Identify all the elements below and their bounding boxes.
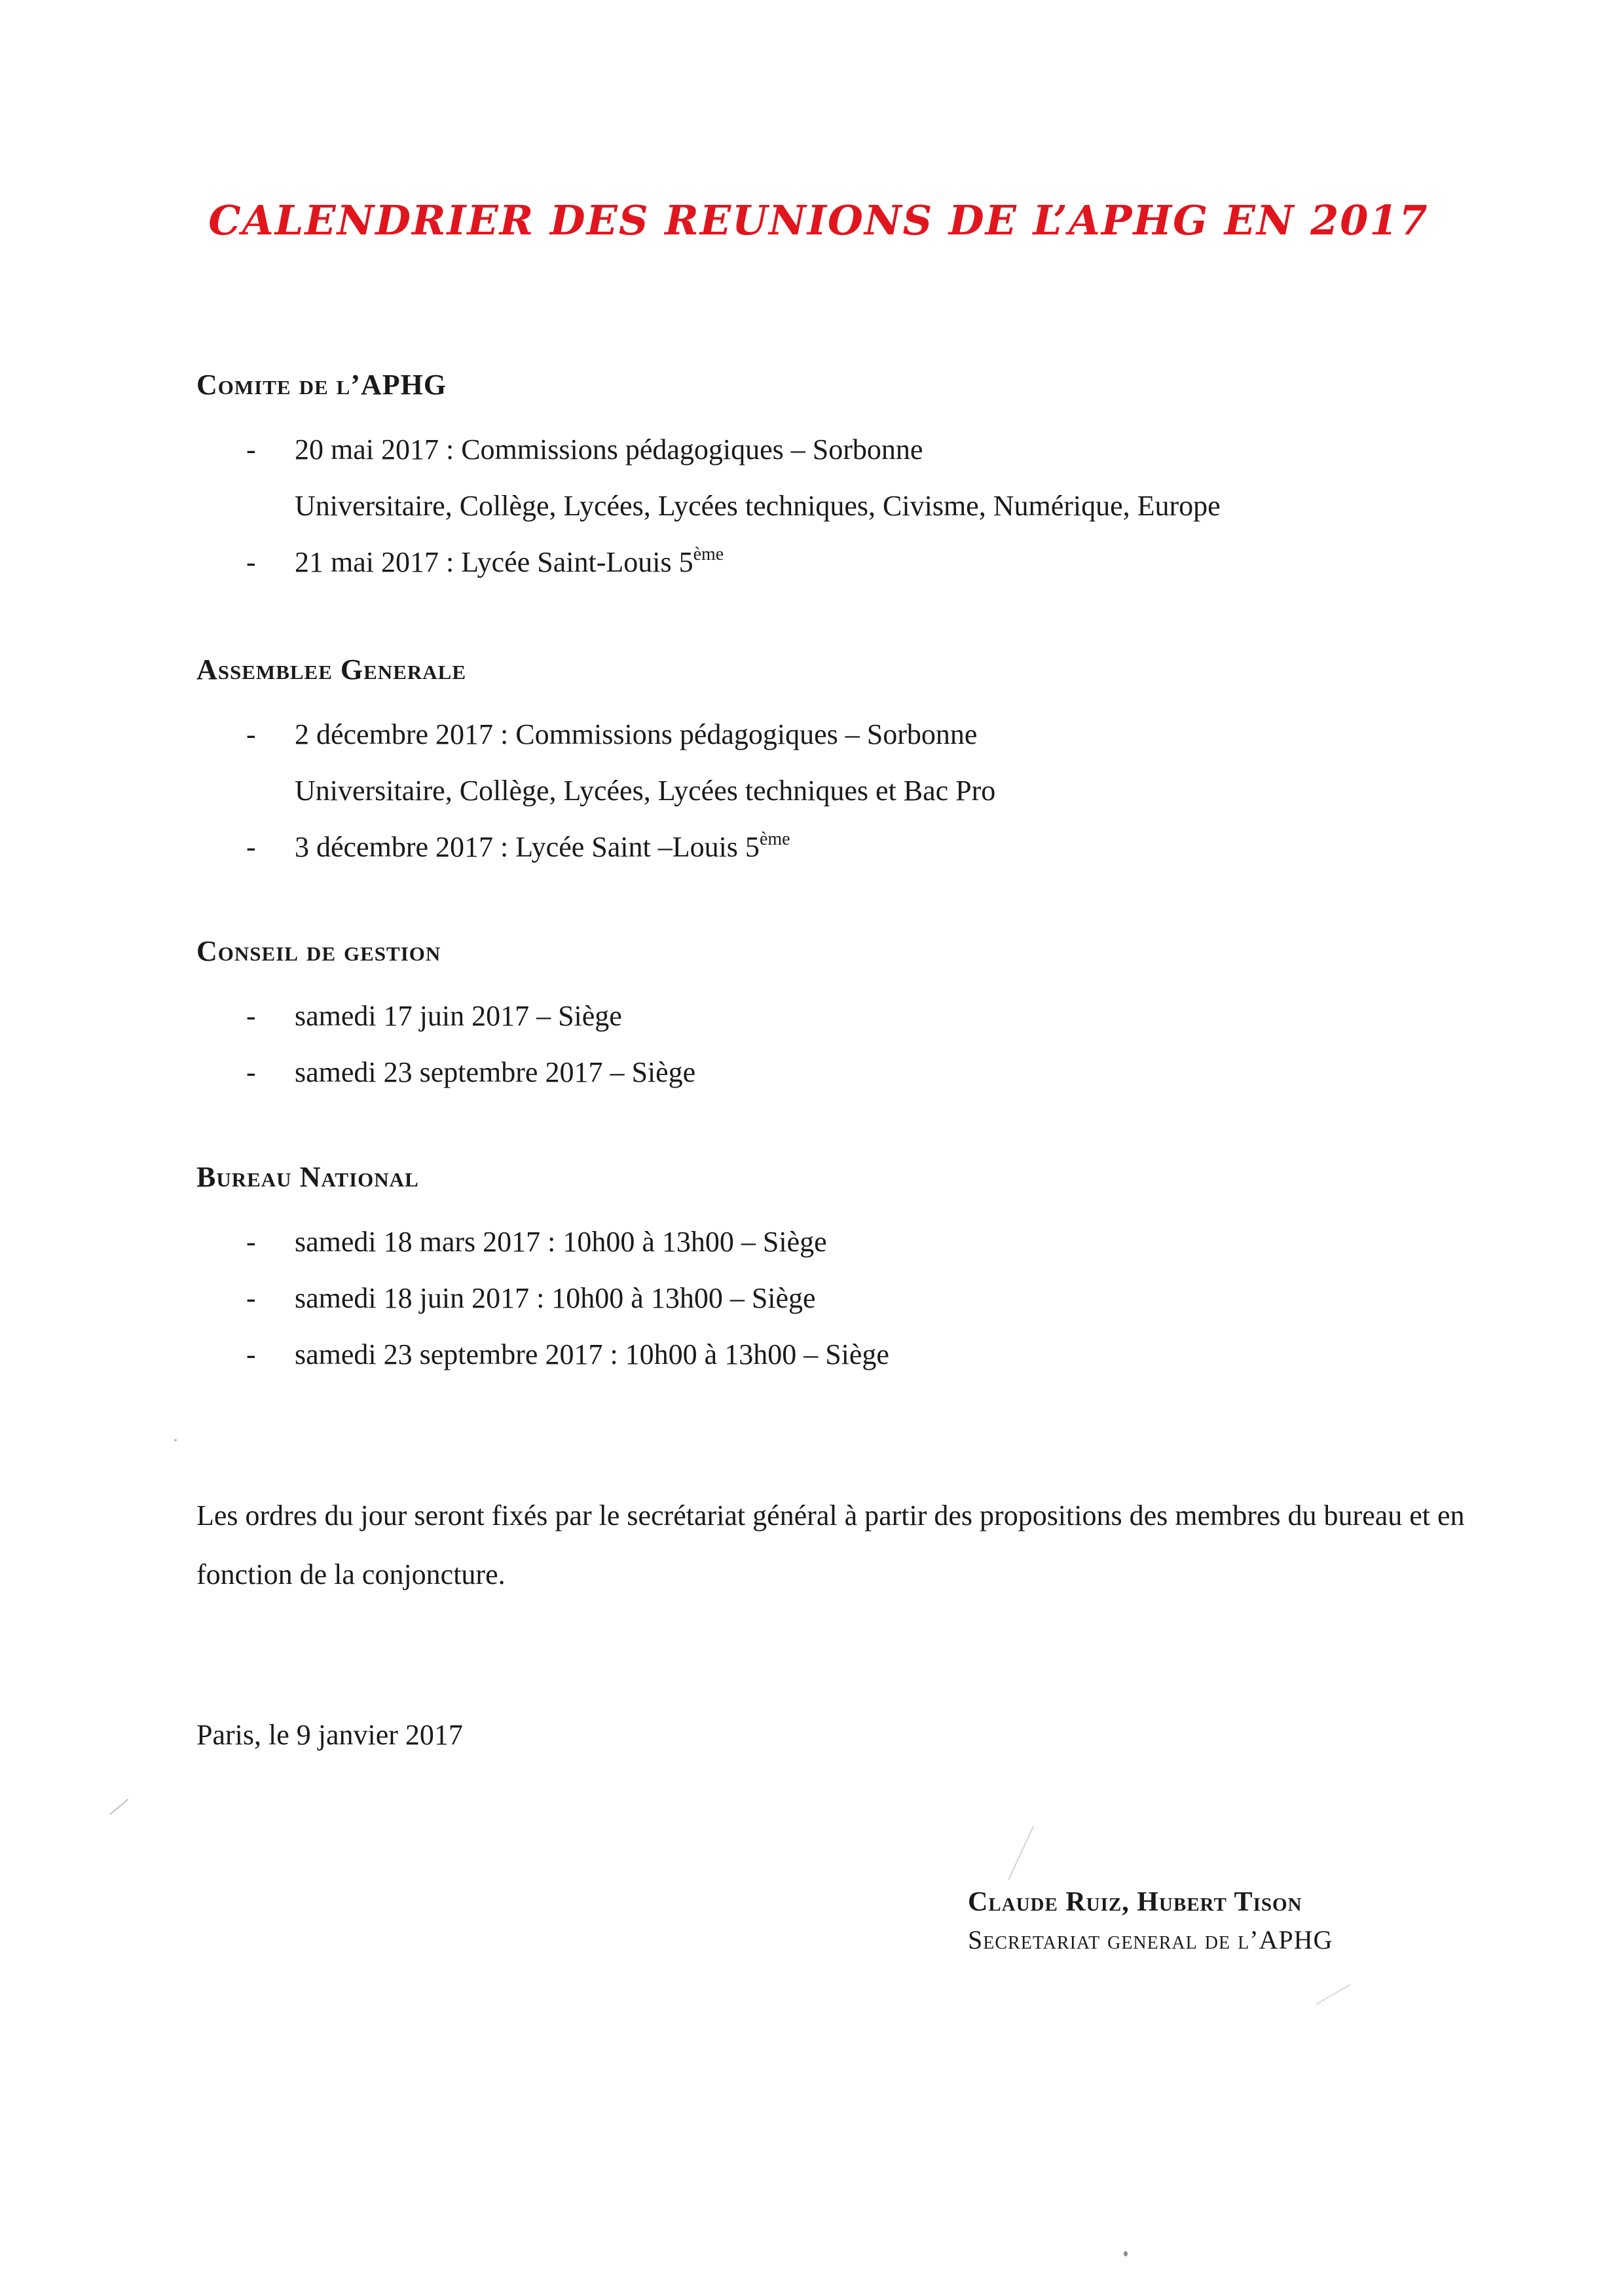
section-conseil [196,933,1473,1101]
section-comite [196,367,1473,591]
superscript: ème [693,544,724,564]
entry-text: 20 mai 2017 : Commissions pédagogiques – Sorbonne [295,433,923,466]
list-item [196,819,1473,875]
section-heading-assemblee: Assemblee Generale [196,653,466,686]
list-item [196,988,1473,1044]
entry-text: samedi 23 septembre 2017 – Siège [295,1056,696,1088]
entry-text: 3 décembre 2017 : Lycée Saint –Louis 5 [295,831,760,863]
scan-speck [1124,2251,1128,2256]
bullet-dash: - [246,1282,256,1314]
list-item [196,1270,1473,1327]
entry-list [196,707,1473,875]
list-item [196,707,1473,819]
signatory-names: Claude Ruiz, Hubert Tison [968,1887,1302,1917]
bullet-dash: - [246,1338,256,1370]
entry-text: 2 décembre 2017 : Commissions pédagogiques – Sorbonne [295,718,978,750]
scan-mark [1008,1826,1034,1880]
entry-text: samedi 18 mars 2017 : 10h00 à 13h00 – Siège [295,1226,827,1258]
entry-text: samedi 17 juin 2017 – Siège [295,1000,622,1032]
list-item [196,422,1473,534]
entry-list [196,422,1473,591]
list-item [196,1044,1473,1101]
bullet-dash: - [246,718,256,750]
scan-speck [174,1439,177,1441]
list-item [196,1327,1473,1383]
section-heading-bureau: Bureau National [196,1161,419,1193]
signature-block [968,1882,1492,1958]
entry-detail: Universitaire, Collège, Lycées, Lycées techniques, Civisme, Numérique, Europe [295,490,1221,522]
scan-mark [1316,1984,1351,2005]
bullet-dash: - [246,831,256,863]
bullet-dash: - [246,1056,256,1088]
entry-list [196,1214,1473,1383]
scan-mark [109,1799,128,1815]
entry-detail: Universitaire, Collège, Lycées, Lycées techniques et Bac Pro [295,775,996,807]
agenda-note: Les ordres du jour seront fixés par le secrétariat général à partir des propositions des membres du bureau et en fonction de la conjoncture. [196,1499,1465,1590]
entry-list [196,988,1473,1101]
entry-text: 21 mai 2017 : Lycée Saint-Louis 5 [295,546,693,578]
superscript: ème [759,829,790,849]
signatory-role: Secretariat general de l’APHG [968,1925,1333,1955]
section-bureau [196,1159,1473,1383]
date-location: Paris, le 9 janvier 2017 [196,1719,463,1751]
list-item [196,1214,1473,1270]
bullet-dash: - [246,433,256,466]
entry-text: samedi 23 septembre 2017 : 10h00 à 13h00 – Siège [295,1338,889,1370]
entry-text: samedi 18 juin 2017 : 10h00 à 13h00 – Siège [295,1282,816,1314]
section-heading-comite: Comite de l’APHG [196,369,447,401]
page-title: CALENDRIER DES REUNIONS DE L’APHG EN 2017 [208,196,1429,244]
section-assemblee [196,652,1473,875]
list-item [196,534,1473,591]
bullet-dash: - [246,1000,256,1032]
bullet-dash: - [246,546,256,578]
section-heading-conseil: Conseil de gestion [196,935,441,967]
bullet-dash: - [246,1226,256,1258]
